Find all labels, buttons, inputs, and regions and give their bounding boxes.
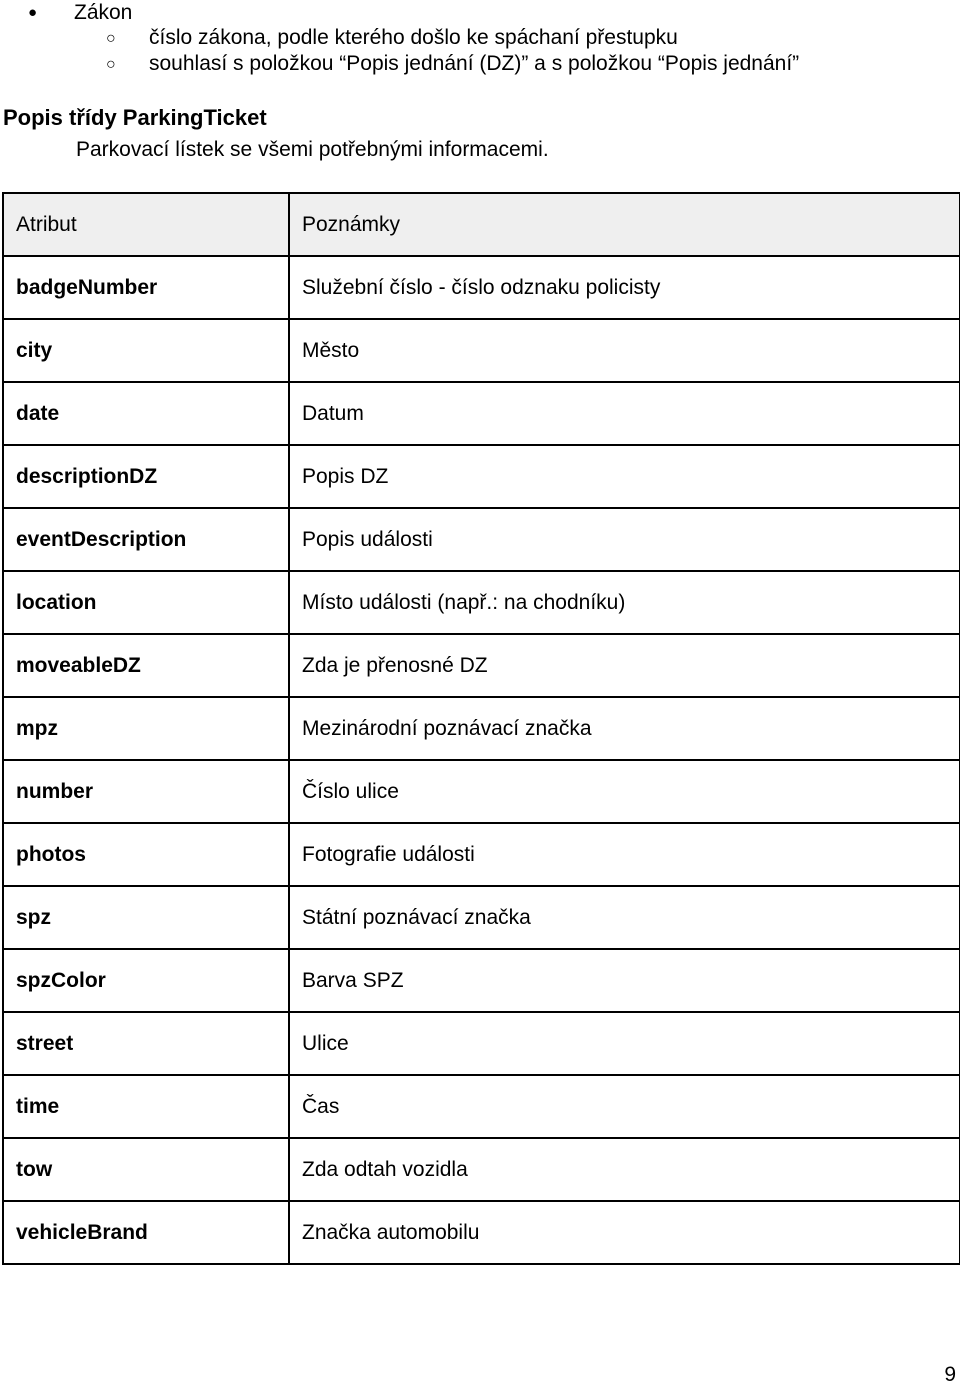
bullet-circle-icon: ○ — [106, 30, 116, 47]
sub-bullet-item — [106, 51, 799, 78]
attribute-name-cell: spz — [3, 886, 289, 949]
sub-bullet-text: číslo zákona, podle kterého došlo ke spáchaní přestupku — [149, 26, 678, 49]
attribute-name-cell: location — [3, 571, 289, 634]
attribute-note-cell: Značka automobilu — [289, 1201, 960, 1264]
table-row — [3, 319, 960, 382]
column-header-attribute: Atribut — [3, 193, 289, 256]
table-row — [3, 508, 960, 571]
bullet-text: Zákon — [74, 1, 133, 24]
attribute-note-cell: Ulice — [289, 1012, 960, 1075]
sub-bullet-item — [106, 25, 678, 52]
attribute-name-cell: time — [3, 1075, 289, 1138]
table-row — [3, 949, 960, 1012]
sub-bullet-text: souhlasí s položkou “Popis jednání (DZ)” a s položkou “Popis jednání” — [149, 52, 800, 75]
column-header-notes: Poznámky — [289, 193, 960, 256]
table-header-row — [3, 193, 960, 256]
table-row — [3, 823, 960, 886]
attribute-note-cell: Popis DZ — [289, 445, 960, 508]
attribute-name-cell: number — [3, 760, 289, 823]
attribute-name-cell: photos — [3, 823, 289, 886]
table-row — [3, 886, 960, 949]
table-row — [3, 1201, 960, 1264]
bullet-item-zakon — [28, 0, 132, 26]
attribute-note-cell: Čas — [289, 1075, 960, 1138]
attribute-note-cell: Zda odtah vozidla — [289, 1138, 960, 1201]
attribute-note-cell: Fotografie události — [289, 823, 960, 886]
table-row — [3, 382, 960, 445]
attribute-name-cell: vehicleBrand — [3, 1201, 289, 1264]
attribute-note-cell: Barva SPZ — [289, 949, 960, 1012]
attribute-note-cell: Číslo ulice — [289, 760, 960, 823]
attribute-name-cell: descriptionDZ — [3, 445, 289, 508]
attribute-name-cell: moveableDZ — [3, 634, 289, 697]
attribute-note-cell: Zda je přenosné DZ — [289, 634, 960, 697]
page-number: 9 — [944, 1363, 956, 1386]
attribute-note-cell: Služební číslo - číslo odznaku policisty — [289, 256, 960, 319]
table-row — [3, 445, 960, 508]
attribute-note-cell: Popis události — [289, 508, 960, 571]
attribute-name-cell: street — [3, 1012, 289, 1075]
table-row — [3, 256, 960, 319]
section-title: Popis třídy ParkingTicket — [3, 105, 267, 130]
attribute-note-cell: Město — [289, 319, 960, 382]
table-row — [3, 760, 960, 823]
attribute-note-cell: Státní poznávací značka — [289, 886, 960, 949]
attribute-note-cell: Místo události (např.: na chodníku) — [289, 571, 960, 634]
attribute-name-cell: badgeNumber — [3, 256, 289, 319]
attribute-name-cell: mpz — [3, 697, 289, 760]
table-row — [3, 1012, 960, 1075]
table-row — [3, 634, 960, 697]
table-row — [3, 697, 960, 760]
attribute-name-cell: spzColor — [3, 949, 289, 1012]
table-row — [3, 571, 960, 634]
table-row — [3, 1138, 960, 1201]
attributes-table — [2, 192, 960, 1265]
attribute-note-cell: Mezinárodní poznávací značka — [289, 697, 960, 760]
attribute-name-cell: date — [3, 382, 289, 445]
attribute-name-cell: eventDescription — [3, 508, 289, 571]
bullet-dot-icon: ● — [28, 4, 38, 21]
section-description: Parkovací lístek se všemi potřebnými informacemi. — [76, 138, 549, 161]
table-row — [3, 1075, 960, 1138]
attribute-name-cell: city — [3, 319, 289, 382]
bullet-circle-icon: ○ — [106, 56, 116, 73]
attribute-name-cell: tow — [3, 1138, 289, 1201]
attribute-note-cell: Datum — [289, 382, 960, 445]
